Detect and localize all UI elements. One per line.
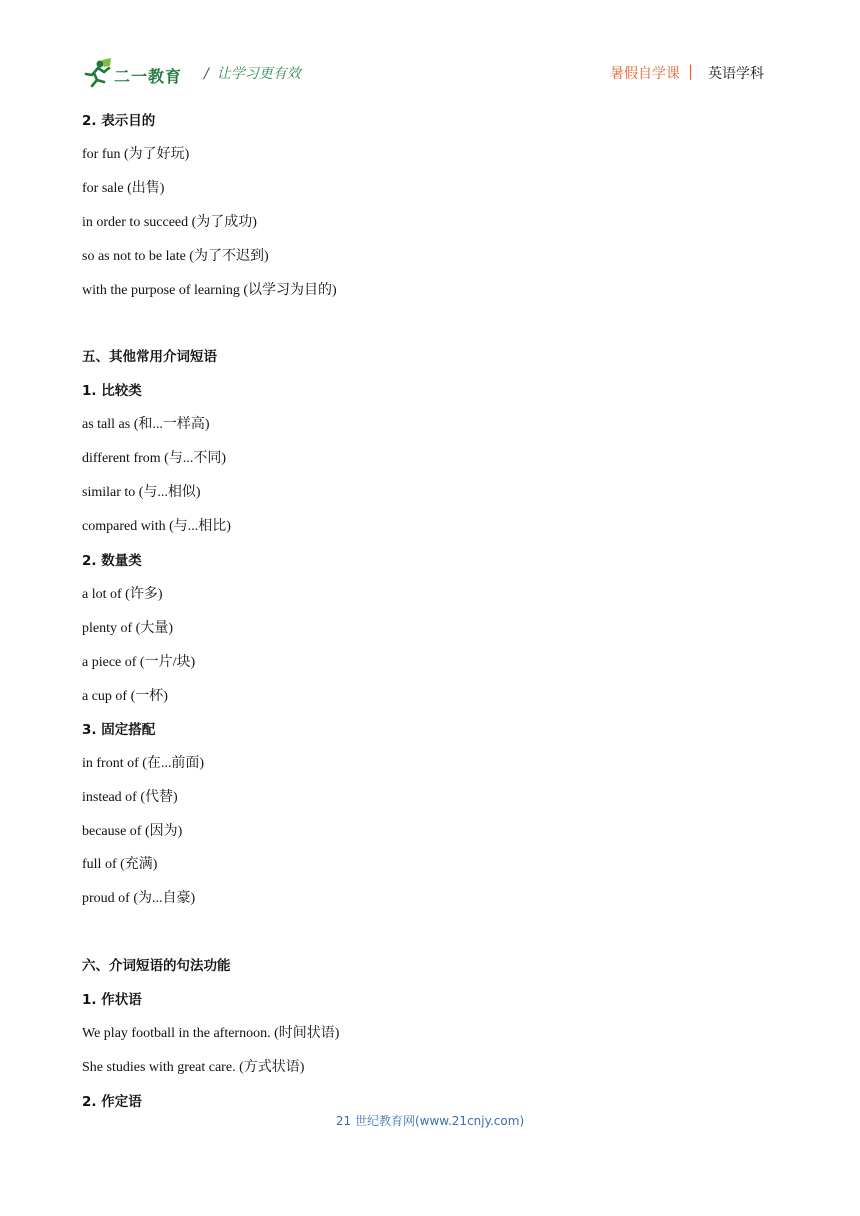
section-heading: 2. 表示目的 (82, 113, 156, 129)
chapter-heading: 六、介词短语的句法功能 (82, 958, 231, 974)
header-separator: | (687, 62, 693, 80)
text-line: as tall as (和...一样高) (82, 417, 210, 432)
text-line: plenty of (大量) (82, 621, 173, 636)
text-line: a lot of (许多) (82, 587, 163, 602)
text-line: for sale (出售) (82, 181, 165, 196)
slogan (204, 63, 301, 83)
section-heading: 1. 作状语 (82, 992, 142, 1008)
subject-label: 英语学科 (708, 66, 764, 82)
text-line: compared with (与...相比) (82, 519, 231, 534)
section-heading: 1. 比较类 (82, 383, 142, 399)
course-label: 暑假自学课 (610, 66, 680, 82)
text-line: instead of (代替) (82, 790, 178, 805)
text-line: similar to (与...相似) (82, 485, 201, 500)
section-heading: 3. 固定搭配 (82, 722, 156, 738)
text-line: full of (充满) (82, 857, 158, 872)
page-header (82, 52, 772, 92)
text-line: in order to succeed (为了成功) (82, 215, 257, 230)
logo-text: 二一教育 (114, 67, 183, 86)
text-line: We play football in the afternoon. (时间状语) (82, 1026, 340, 1041)
chapter-heading: 五、其他常用介词短语 (82, 349, 217, 365)
page-footer: 21 世纪教育网(www.21cnjy.com) (335, 1114, 525, 1128)
text-line: She studies with great care. (方式状语) (82, 1060, 305, 1075)
text-line: a cup of (一杯) (82, 689, 168, 704)
text-line: because of (因为) (82, 824, 183, 839)
section-heading: 2. 作定语 (82, 1094, 142, 1110)
text-line: proud of (为...自豪) (82, 891, 196, 906)
section-heading: 2. 数量类 (82, 553, 142, 569)
runner-logo-icon (82, 58, 112, 88)
text-line: different from (与...不同) (82, 451, 226, 466)
logo (82, 58, 192, 88)
text-line: for fun (为了好玩) (82, 147, 190, 162)
text-line: so as not to be late (为了不迟到) (82, 249, 269, 264)
text-line: with the purpose of learning (以学习为目的) (82, 283, 337, 298)
slogan-text: 让学习更有效 (216, 66, 301, 82)
slogan-separator: / (204, 66, 209, 82)
text-line: in front of (在...前面) (82, 756, 205, 771)
text-line: a piece of (一片/块) (82, 655, 196, 670)
